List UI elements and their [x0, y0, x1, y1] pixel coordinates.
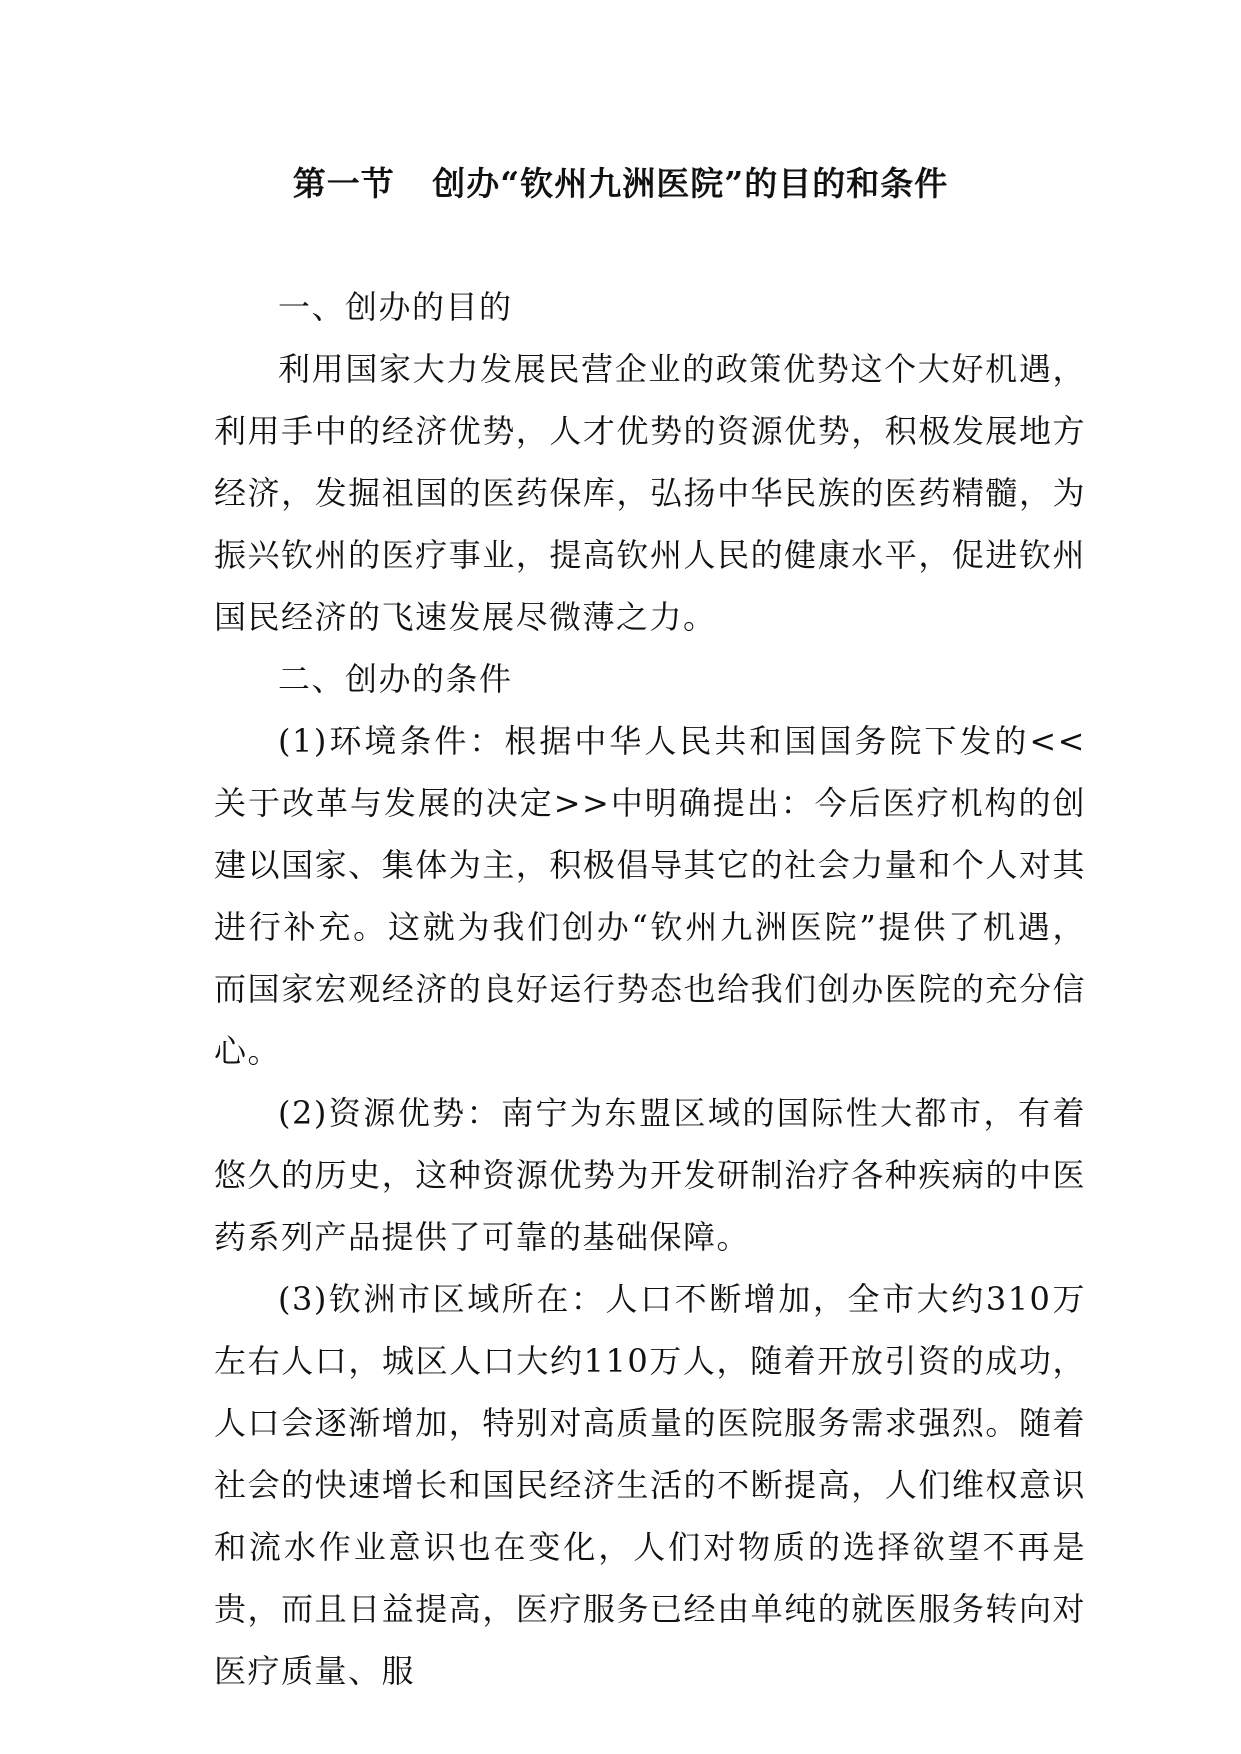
heading-purpose: 一、创办的目的: [278, 288, 513, 326]
paragraph-environment-conditions: (1)环境条件：根据中华人民共和国国务院下发的<<关于改革与发展的决定>>中明确提出：今后医疗机构的创建以国家、集体为主，积极倡导其它的社会力量和个人对其进行补充。这就为我们创办“钦州九洲医院”提供了机遇，而国家宏观经济的良好运行势态也给我们创办医院的充分信心。: [214, 722, 1086, 1070]
paragraph-purpose: 利用国家大力发展民营企业的政策优势这个大好机遇，利用手中的经济优势，人才优势的资源优势，积极发展地方经济，发掘祖国的医药保库，弘扬中华民族的医药精髓，为振兴钦州的医疗事业，提高钦州人民的健康水平，促进钦州国民经济的飞速发展尽微薄之力。: [214, 350, 1086, 636]
paragraph-resource-advantages: (2)资源优势：南宁为东盟区域的国际性大都市，有着悠久的历史，这种资源优势为开发研制治疗各种疾病的中医药系列产品提供了可靠的基础保障。: [214, 1094, 1086, 1256]
paragraph-regional-location: (3)钦洲市区域所在：人口不断增加，全市大约310万左右人口，城区人口大约110万人，随着开放引资的成功，人口会逐渐增加，特别对高质量的医院服务需求强烈。随着社会的快速增长和国民经济生活的不断提高，人们维权意识和流水作业意识也在变化，人们对物质的选择欲望不再是贵，而且日益提高，医疗服务已经由单纯的就医服务转向对医疗质量、服: [214, 1280, 1086, 1690]
section-title: 第一节 创办“钦州九洲医院”的目的和条件: [292, 164, 949, 203]
document-body: [214, 276, 1086, 1702]
heading-conditions: 二、创办的条件: [278, 660, 513, 698]
